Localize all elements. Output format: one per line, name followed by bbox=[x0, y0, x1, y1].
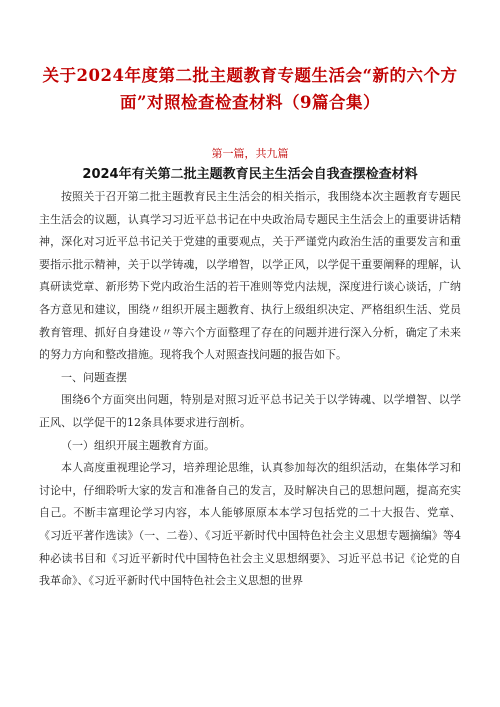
paragraph-intro: 按照关于召开第二批主题教育民主生活会的相关指示，我围绕本次主题教育专题民主生活会的议题，认真学习习近平总书记在中央政治局专题民主生活会上的重要讲话精神，深化对习近平总书记关于党建的重要观点，关于严谨党内政治生活的重要发言和重要指示批示精神，关于以学铸魂，以学增智，以学正风，以学促干重要阐释的理解，认真研读党章、新形势下党内政治生活的若干准则等党内法规，深度进行谈心谈话，广纳各方意见和建议，围绕〃组织开展主题教育、执行上级组织决定、严格组织生活、党员教育管理、抓好自身建设〃等六个方面整理了存在的问题并进行深入分析，确定了未来的努力方向和整改措施。现将我个人对照查找问题的报告如下。 bbox=[39, 190, 461, 362]
document-body bbox=[39, 186, 461, 593]
section-label: 第一篇，共九篇 bbox=[211, 147, 289, 160]
heading-problems: 一、问题查摆 bbox=[61, 370, 127, 384]
document-subtitle: 2024年有关第二批主题教育民主生活会自我查摆检查材料 bbox=[82, 167, 418, 182]
document-title: 关于2024年度第二批主题教育专题生活会“新的六个方面”对照检查检查材料（9篇合集） bbox=[42, 66, 458, 112]
paragraph-scope: 围绕6个方面突出问题，特别是对照习近平总书记关于以学铸魂、以学增智、以学正风、以学促干的12条具体要求进行剖析。 bbox=[39, 393, 461, 429]
paragraph-study: 本人高度重视理论学习，培养理论思维，认真参加每次的组织活动，在集体学习和讨论中，仔细聆听大家的发言和准备自己的发言，及时解决自己的思想问题，提高充实自己。不断丰富理论学习内容，本人能够原原本本学习包括党的二十大报告、党章、《习近平著作选读》（一、二卷）、《习近平新时代中国特色社会主义思想专题摘编》等4种必读书目和《习近平新时代中国特色社会主义思想纲要》、习近平总书记《论党的自我革命》、《习近平新时代中国特色社会主义思想的世界 bbox=[39, 461, 461, 588]
heading-subsection-1: （一）组织开展主题教育方面。 bbox=[61, 438, 215, 452]
